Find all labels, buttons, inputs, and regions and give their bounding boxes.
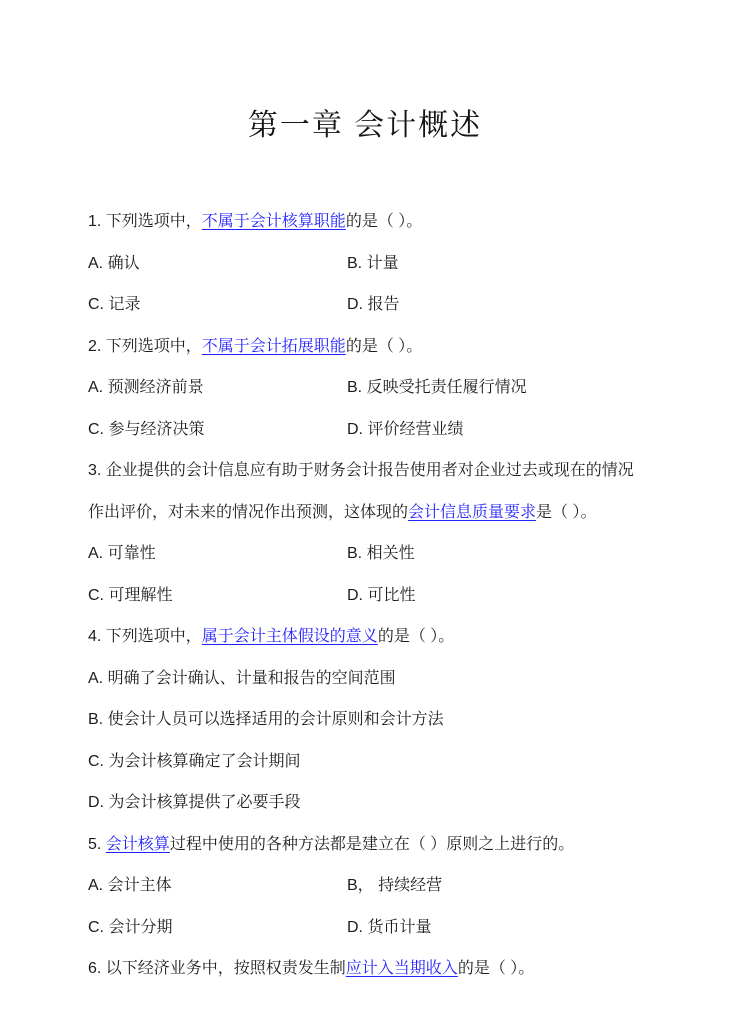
text-run: 的是（ ）。 [377, 628, 455, 645]
text-run: 1. 下列选项中， [88, 213, 202, 230]
option-C: C. 会计分期 [88, 918, 173, 936]
option-C: C. 记录 [88, 296, 141, 313]
highlighted-term-link[interactable]: 会计信息质量要求 [408, 503, 537, 521]
question-3-stem-line-2 [88, 492, 648, 534]
question-1-stem-line-1 [88, 201, 648, 243]
highlighted-term-link[interactable]: 属于会计主体假设的意义 [201, 628, 378, 645]
option-B: B. 使会计人员可以选择适用的会计原则和会计方法 [88, 711, 444, 728]
question-5-options-row [88, 865, 648, 907]
text-run: 的是（ ）。 [457, 960, 535, 977]
question-2-stem-line-1 [88, 326, 648, 368]
highlighted-term-link[interactable]: 不属于会计核算职能 [201, 213, 346, 230]
text-run: 的是（ ）。 [345, 213, 423, 230]
question-4-options-row [88, 782, 648, 824]
chapter-title: 第一章 会计概述 [247, 109, 483, 142]
question-1-options-row [88, 243, 648, 285]
option-B: B. 相关性 [347, 545, 415, 562]
option-C: C. 可理解性 [88, 586, 173, 604]
question-4-options-row [88, 741, 648, 783]
questions-area [88, 201, 648, 990]
text-run: 是（ ）。 [536, 503, 597, 521]
option-C: C. 参与经济决策 [88, 420, 205, 438]
question-2-options-row [88, 409, 648, 451]
text-run: 5. [88, 835, 106, 853]
option-B: B. 计量 [347, 254, 399, 272]
highlighted-term-link[interactable]: 不属于会计拓展职能 [201, 337, 346, 355]
option-A: A. 明确了会计确认、计量和报告的空间范围 [88, 669, 396, 687]
question-4-stem-line-1 [88, 616, 648, 658]
highlighted-term-link[interactable]: 会计核算 [105, 835, 170, 853]
option-B: B， 持续经营 [347, 877, 443, 894]
question-5-stem-line-1 [88, 824, 648, 866]
text-run: 4. 下列选项中， [88, 628, 202, 645]
text-run: 的是（ ）。 [345, 337, 423, 355]
question-3-options-row [88, 533, 648, 575]
text-run: 2. 下列选项中， [88, 337, 202, 355]
question-3-options-row [88, 575, 648, 617]
text-run: 6. 以下经济业务中，按照权责发生制 [88, 960, 346, 977]
option-B: B. 反映受托责任履行情况 [347, 379, 527, 396]
option-C: C. 为会计核算确定了会计期间 [88, 752, 301, 770]
option-D: D. 可比性 [347, 586, 416, 604]
text-run: 3. 企业提供的会计信息应有助于财务会计报告使用者对企业过去或现在的情况 [88, 462, 634, 479]
question-4-options-row [88, 699, 648, 741]
highlighted-term-link[interactable]: 应计入当期收入 [345, 960, 458, 977]
question-4-options-row [88, 658, 648, 700]
option-A: A. 预测经济前景 [88, 379, 204, 396]
option-D: D. 评价经营业绩 [347, 420, 464, 438]
question-2-options-row [88, 367, 648, 409]
option-A: A. 确认 [88, 254, 140, 272]
option-D: D. 货币计量 [347, 918, 432, 936]
option-D: D. 为会计核算提供了必要手段 [88, 794, 301, 811]
option-A: A. 会计主体 [88, 877, 172, 894]
text-run: 过程中使用的各种方法都是建立在（ ）原则之上进行的。 [169, 835, 575, 853]
question-1-options-row [88, 284, 648, 326]
question-5-options-row [88, 907, 648, 949]
option-A: A. 可靠性 [88, 545, 156, 562]
question-6-stem-line-1 [88, 948, 648, 990]
text-run: 作出评价，对未来的情况作出预测，这体现的 [88, 503, 409, 521]
question-3-stem-line-1 [88, 450, 648, 492]
option-D: D. 报告 [347, 296, 400, 313]
